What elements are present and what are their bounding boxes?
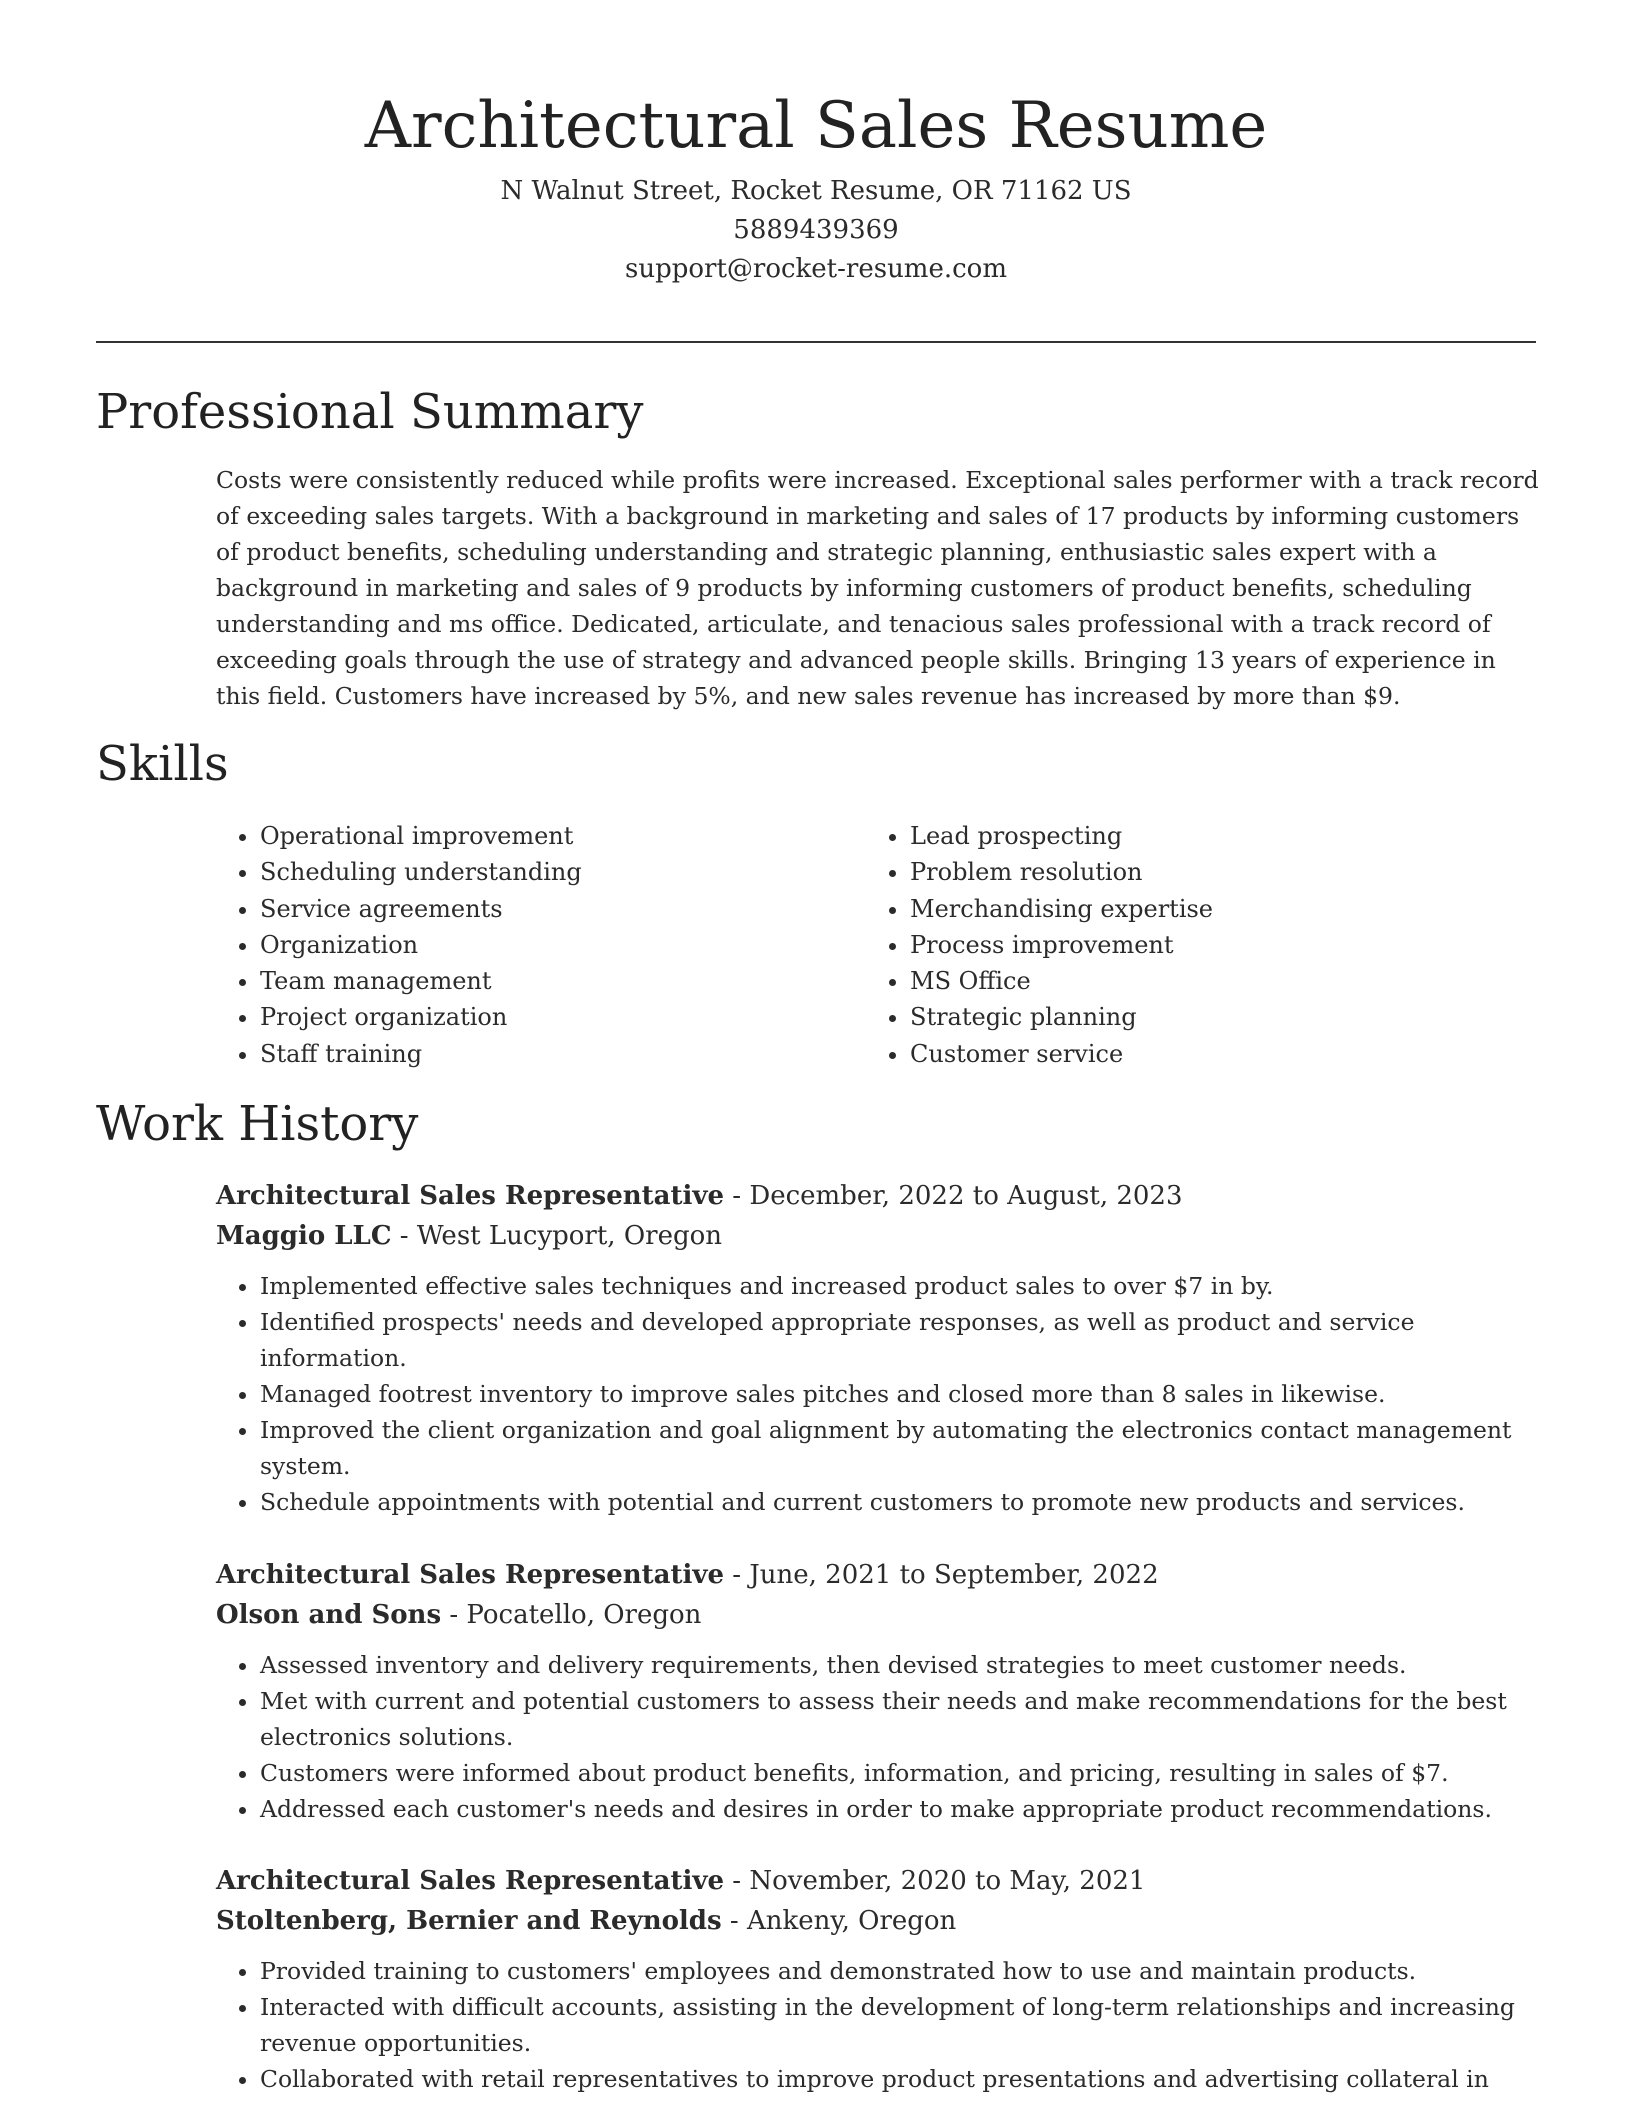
skill-item: • Customer service [910, 1036, 1516, 1072]
job-heading [216, 1176, 1546, 1216]
job-duty: • Collaborated with retail representatives to improve product presentations and advertising collateral in [260, 2061, 1546, 2097]
skill-item: • Team management [260, 963, 866, 999]
job-heading [216, 1861, 1546, 1901]
job-duty: • Assessed inventory and delivery requirements, then devised strategies to meet customer needs. [260, 1647, 1546, 1683]
job-entry [216, 1176, 1546, 1520]
skill-item: • Problem resolution [910, 854, 1516, 890]
job-role: Architectural Sales Representative [216, 1866, 725, 1896]
skill-item: • Service agreements [260, 891, 866, 927]
section-title-work-history: Work History [96, 1096, 419, 1152]
job-duties [216, 1268, 1546, 1520]
skills-list [216, 818, 1516, 1072]
job-location: - Ankeny, Oregon [721, 1906, 957, 1936]
job-duty: • Interacted with difficult accounts, assisting in the development of long-term relationships and increasing revenue opportunities. [260, 1989, 1546, 2061]
job-entry [216, 1555, 1546, 1827]
job-location: - West Lucyport, Oregon [391, 1221, 723, 1251]
skill-item: • Project organization [260, 999, 866, 1035]
skill-item: • Process improvement [910, 927, 1516, 963]
job-company: Stoltenberg, Bernier and Reynolds [216, 1906, 722, 1936]
job-role: Architectural Sales Representative [216, 1181, 725, 1211]
job-duty: • Schedule appointments with potential and current customers to promote new products and services. [260, 1484, 1546, 1520]
contact-address: N Walnut Street, Rocket Resume, OR 71162 US [500, 176, 1132, 206]
section-title-summary: Professional Summary [96, 384, 644, 440]
job-dates: - June, 2021 to September, 2022 [724, 1560, 1159, 1590]
job-duty: • Met with current and potential customers to assess their needs and make recommendations for the best electronics solutions. [260, 1683, 1546, 1755]
skill-item: • Merchandising expertise [910, 891, 1516, 927]
section-title-skills: Skills [96, 736, 229, 792]
summary-text: Costs were consistently reduced while profits were increased. Exceptional sales performer with a track record of exceeding sales targets. With a background in marketing and sales of 17 products by informing customers of product benefits, scheduling understanding and strategic planning, enthusiastic sales expert with a background in marketing and sales of 9 products by informing customers of product benefits, scheduling understanding and ms office. Dedicated, articulate, and tenacious sales professional with a track record of exceeding goals through the use of strategy and advanced people skills. Bringing 13 years of experience in this field. Customers have increased by 5%, and new sales revenue has increased by more than $9. [216, 466, 1539, 710]
contact-phone: 5889439369 [733, 215, 899, 245]
job-duties [216, 1953, 1546, 2097]
skill-item: • Organization [260, 927, 866, 963]
resume-title: Architectural Sales Resume [364, 89, 1268, 163]
job-entry [216, 1861, 1546, 2097]
skill-item: • Lead prospecting [910, 818, 1516, 854]
job-duty: • Addressed each customer's needs and desires in order to make appropriate product recommendations. [260, 1791, 1546, 1827]
job-dates: - December, 2022 to August, 2023 [724, 1181, 1183, 1211]
job-duty: • Provided training to customers' employees and demonstrated how to use and maintain products. [260, 1953, 1546, 1989]
skills-column-right [866, 818, 1516, 1072]
resume-header [96, 80, 1536, 289]
job-duty: • Identified prospects' needs and developed appropriate responses, as well as product and service information. [260, 1304, 1546, 1376]
job-duty: • Managed footrest inventory to improve sales pitches and closed more than 8 sales in likewise. [260, 1376, 1546, 1412]
skill-item: • Operational improvement [260, 818, 866, 854]
job-company: Olson and Sons [216, 1600, 442, 1630]
job-employer [216, 1595, 1546, 1635]
skill-item: • Staff training [260, 1036, 866, 1072]
job-duty: • Customers were informed about product benefits, information, and pricing, resulting in sales of $7. [260, 1755, 1546, 1791]
job-duty: • Improved the client organization and goal alignment by automating the electronics contact management system. [260, 1412, 1546, 1484]
job-heading [216, 1555, 1546, 1595]
job-duty: • Implemented effective sales techniques and increased product sales to over $7 in by. [260, 1268, 1546, 1304]
job-employer [216, 1901, 1546, 1941]
job-company: Maggio LLC [216, 1221, 392, 1251]
job-role: Architectural Sales Representative [216, 1560, 725, 1590]
skill-item: • Scheduling understanding [260, 854, 866, 890]
header-divider [96, 341, 1536, 343]
job-duties [216, 1647, 1546, 1827]
job-location: - Pocatello, Oregon [441, 1600, 702, 1630]
job-employer [216, 1216, 1546, 1256]
skills-column-left [216, 818, 866, 1072]
job-dates: - November, 2020 to May, 2021 [724, 1866, 1146, 1896]
skill-item: • Strategic planning [910, 999, 1516, 1035]
skill-item: • MS Office [910, 963, 1516, 999]
contact-email: support@rocket-resume.com [624, 254, 1007, 284]
